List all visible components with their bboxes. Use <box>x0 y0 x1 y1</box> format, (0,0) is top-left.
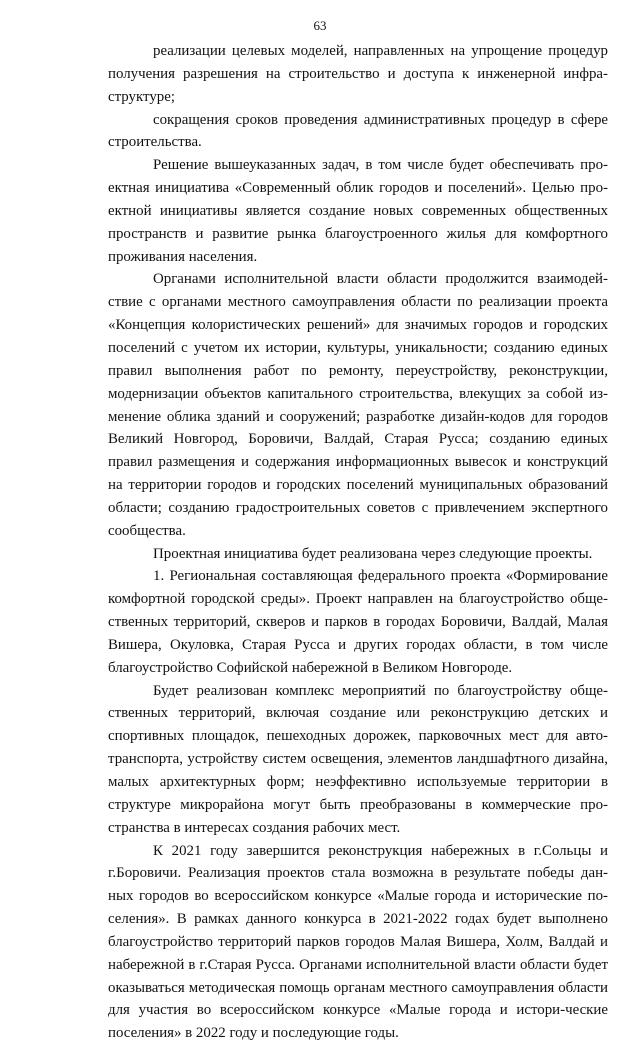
paragraph: Решение вышеуказанных задач, в том числе будет обеспечивать про-ектная инициатива «Современный облик городов и поселений». Целью про-ектной инициативы является создание новых современных общественных пространств и развитие рынка благоустроенного жилья для комфортного проживания населения. <box>108 157 608 265</box>
paragraph: сокращения сроков проведения административных процедур в сфере строительства. <box>108 111 608 151</box>
paragraph: Проектная инициатива будет реализована через следующие проекты. <box>153 545 593 562</box>
body-text <box>108 40 608 1045</box>
paragraph: Органами исполнительной власти области продолжится взаимодей-ствие с органами местного самоуправления области по реализации проекта «Концепция колористических решений» для значимых городов и городских поселений с учетом их истории, культуры, уникальности; созданию единых правил выполнения работ по ремонту, переустройству, реконструкции, модернизации объектов капитального строительства, влекущих за собой из-менение облика зданий и сооружений; разработке дизайн-кодов для городов Великий Новгород, Боровичи, Валдай, Старая Русса; созданию единых правил размещения и содержания информационных вывесок и конструкций на территории городов и городских поселений муниципальных образований области; созданию градостроительных советов с привлечением экспертного сообщества. <box>108 271 608 539</box>
page-number: 63 <box>313 18 327 33</box>
paragraph: К 2021 году завершится реконструкция набережных в г.Сольцы и г.Боровичи. Реализация проектов стала возможна в результате победы дан-ных городов во всероссийском конкурсе «Малые города и исторические по-селения». В рамках данного конкурса в 2021-2022 годах будет выполнено благоустройство территорий парков городов Малая Вишера, Холм, Валдай и набережной в г.Старая Русса. Органами исполнительной власти области будет оказываться методическая помощь органам местного самоуправления области для участия во всероссийском конкурсе «Малые города и истори-ческие поселения» в 2022 году и последующие годы. <box>108 842 608 1042</box>
paragraph: реализации целевых моделей, направленных на упрощение процедур получения разрешения на строительство и доступа к инженерной инфра-структуре; <box>108 43 608 105</box>
paragraph: Будет реализован комплекс мероприятий по благоустройству обще-ственных территорий, включая создание или реконструкцию детских и спортивных площадок, пешеходных дорожек, парковочных мест для авто-транспорта, устройству систем освещения, элементов ландшафтного дизайна, малых архитектурных форм; неэффективно используемые территории в структуре микрорайона могут быть преобразованы в коммерческие про-странства в интересах создания рабочих мест. <box>108 682 608 836</box>
paragraph: 1. Региональная составляющая федерального проекта «Формирование комфортной городской среды». Проект направлен на благоустройство обще-ственных территорий, скверов и парков в городах Боровичи, Валдай, Малая Вишера, Окуловка, Старая Русса и других городах области, в том числе благоустройство Софийской набережной в Великом Новгороде. <box>108 568 608 676</box>
